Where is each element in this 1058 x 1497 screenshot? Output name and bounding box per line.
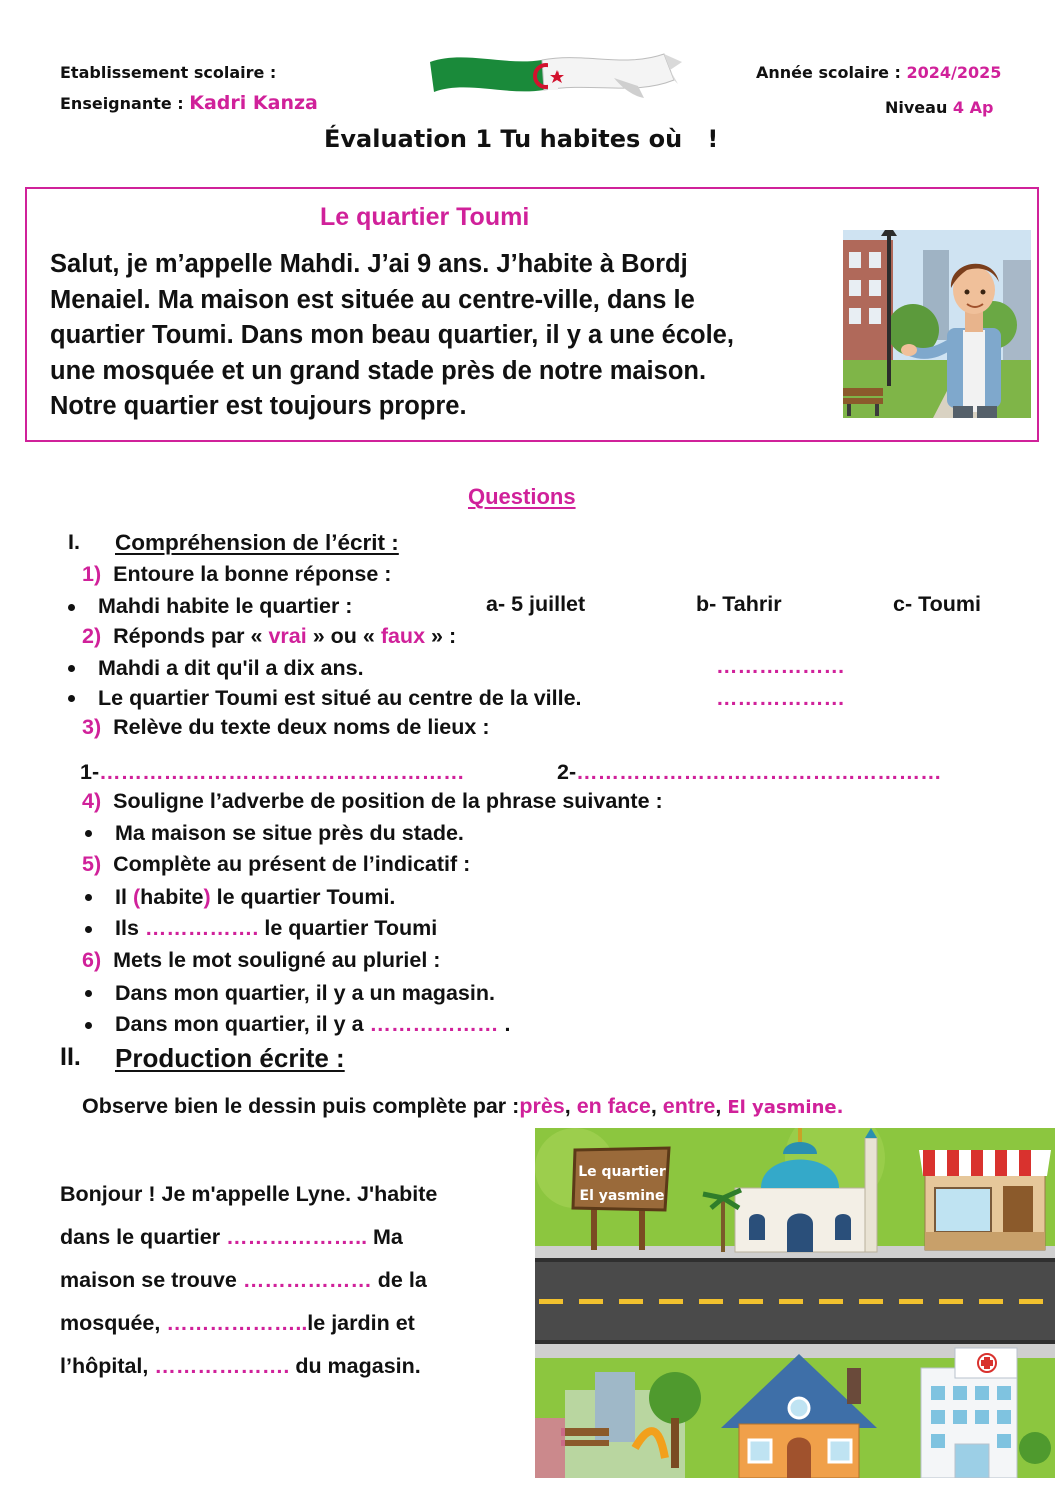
instruction-text: Observe bien le dessin puis complète par : bbox=[82, 1094, 520, 1118]
q5-subject: Ils bbox=[115, 916, 139, 940]
level-line bbox=[885, 98, 993, 117]
section1-title: Compréhension de l’écrit : bbox=[115, 530, 399, 555]
bullet-icon bbox=[85, 1022, 92, 1029]
q4-sentence[interactable]: Ma maison se situe près du stade. bbox=[115, 821, 464, 845]
school-label: Etablissement scolaire : bbox=[60, 63, 277, 82]
q1-item: Mahdi habite le quartier : bbox=[98, 594, 353, 618]
level-value: 4 Ap bbox=[952, 98, 994, 117]
separator: , bbox=[650, 1094, 657, 1118]
lyne-text-part: l’hôpital, bbox=[60, 1354, 155, 1378]
year-value: 2024/2025 bbox=[906, 63, 1002, 82]
section2-instruction bbox=[82, 1094, 843, 1119]
question-text: Mets le mot souligné au pluriel : bbox=[113, 948, 441, 972]
lyne-text-part: Ma bbox=[367, 1225, 403, 1249]
reading-line: Menaiel. Ma maison est située au centre-ville, dans le bbox=[50, 285, 695, 314]
q1-option-b[interactable]: b- Tahrir bbox=[696, 592, 782, 616]
question-5 bbox=[82, 852, 470, 877]
lyne-answer-blank[interactable]: ……………… bbox=[242, 1268, 372, 1292]
question-text: Entoure la bonne réponse : bbox=[113, 562, 392, 586]
question-number: 4) bbox=[82, 789, 102, 813]
teacher-name: Kadri Kanza bbox=[189, 92, 318, 114]
section2-title: Production écrite : bbox=[115, 1043, 345, 1073]
q1-option-c[interactable]: c- Toumi bbox=[893, 592, 981, 616]
question-1 bbox=[82, 562, 391, 587]
reading-line: Notre quartier est toujours propre. bbox=[50, 392, 467, 420]
q2-text-before: Réponds par « bbox=[113, 624, 263, 648]
section2-numeral: II. bbox=[60, 1043, 81, 1071]
lyne-line bbox=[60, 1345, 437, 1388]
lyne-text-part: de la bbox=[371, 1268, 427, 1292]
q5-rest: le quartier Toumi bbox=[264, 916, 438, 940]
q5-subject: Il bbox=[115, 885, 127, 909]
level-label: Niveau bbox=[885, 98, 948, 117]
q1-option-a[interactable]: a- 5 juillet bbox=[486, 592, 586, 616]
lyne-text-part: maison se trouve bbox=[60, 1268, 243, 1292]
q5-item-1 bbox=[115, 885, 395, 910]
q2-item-1: Mahdi a dit qu'il a dix ans. bbox=[98, 656, 364, 680]
lyne-answer-blank[interactable]: ……………….. bbox=[226, 1225, 368, 1249]
bullet-icon bbox=[68, 695, 75, 702]
reading-line: quartier Toumi. Dans mon beau quartier, il y a une école, bbox=[50, 321, 734, 349]
question-text: Souligne l’adverbe de position de la phrase suivante : bbox=[113, 789, 663, 813]
teacher-label: Enseignante : bbox=[60, 94, 184, 113]
lyne-answer-blank[interactable]: ………………. bbox=[154, 1354, 290, 1378]
question-number: 1) bbox=[82, 562, 102, 586]
q3-answer-blank-1[interactable]: …………………………………………… bbox=[99, 760, 465, 784]
page-title: Évaluation 1 Tu habites où ! bbox=[324, 125, 719, 153]
q5-item-2 bbox=[115, 916, 437, 941]
lyne-text-part: Bonjour ! Je m'appelle Lyne. J'habite bbox=[60, 1182, 438, 1206]
lyne-line bbox=[60, 1302, 437, 1345]
reading-line: une mosquée et un grand stade près de notre maison. bbox=[50, 356, 707, 385]
lyne-text-part: dans le quartier bbox=[60, 1225, 227, 1249]
algerian-flag-icon bbox=[424, 40, 686, 106]
bullet-icon bbox=[85, 894, 92, 901]
word-el-yasmine: El yasmine. bbox=[727, 1097, 844, 1118]
q6-item-2 bbox=[115, 1012, 510, 1037]
paren-close: ) bbox=[203, 885, 211, 909]
section1-numeral: I. bbox=[68, 530, 80, 554]
paren-open: ( bbox=[132, 885, 141, 909]
lyne-line bbox=[60, 1216, 437, 1259]
blank-label: 1- bbox=[80, 760, 100, 784]
q6-answer-blank[interactable]: ……………… bbox=[369, 1012, 499, 1036]
word-entre: entre bbox=[662, 1094, 716, 1118]
word-en-face: en face bbox=[576, 1094, 651, 1118]
q2-item-2: Le quartier Toumi est situé au centre de la ville. bbox=[98, 686, 582, 710]
bullet-icon bbox=[68, 665, 75, 672]
separator: , bbox=[564, 1094, 571, 1118]
q3-answer-blank-2[interactable]: …………………………………………… bbox=[576, 760, 942, 784]
lyne-line bbox=[60, 1173, 437, 1216]
lyne-text-part: le jardin et bbox=[307, 1311, 415, 1335]
question-2 bbox=[82, 624, 456, 649]
question-number: 6) bbox=[82, 948, 102, 972]
bullet-icon bbox=[85, 830, 92, 837]
q6-before: Dans mon quartier, il y a bbox=[115, 1012, 364, 1036]
sign-text-line1: Le quartier bbox=[578, 1164, 666, 1180]
q2-answer-blank-2[interactable]: ……………… bbox=[716, 686, 845, 710]
boy-in-park-illustration bbox=[843, 230, 1031, 418]
q5-rest: le quartier Toumi. bbox=[216, 885, 396, 909]
q5-answer-blank[interactable]: ……………. bbox=[144, 916, 259, 940]
word-pres: près bbox=[519, 1094, 565, 1118]
lyne-text-part: du magasin. bbox=[289, 1354, 421, 1378]
question-number: 5) bbox=[82, 852, 102, 876]
year-label: Année scolaire : bbox=[756, 63, 901, 82]
q5-verb: habite bbox=[140, 885, 204, 909]
question-4 bbox=[82, 789, 663, 814]
q2-text-middle: » ou « bbox=[312, 624, 375, 648]
q2-word-faux: faux bbox=[380, 624, 426, 648]
question-text: Relève du texte deux noms de lieux : bbox=[113, 715, 490, 739]
question-number: 3) bbox=[82, 715, 102, 739]
reading-title: Le quartier Toumi bbox=[320, 203, 530, 231]
bullet-icon bbox=[85, 990, 92, 997]
q3-answer-1 bbox=[80, 760, 465, 785]
lyne-line bbox=[60, 1259, 437, 1302]
lyne-text-part: mosquée, bbox=[60, 1311, 167, 1335]
q6-item-1: Dans mon quartier, il y a un magasin. bbox=[115, 981, 495, 1005]
question-text: Complète au présent de l’indicatif : bbox=[113, 852, 471, 876]
neighbourhood-scene bbox=[535, 1128, 1055, 1478]
lyne-text bbox=[60, 1173, 437, 1388]
bullet-icon bbox=[68, 604, 75, 611]
q3-answer-2 bbox=[557, 760, 942, 785]
question-6 bbox=[82, 948, 440, 973]
q6-after: . bbox=[504, 1012, 511, 1036]
q2-word-vrai: vrai bbox=[268, 624, 307, 648]
separator: , bbox=[715, 1094, 722, 1118]
question-number: 2) bbox=[82, 624, 102, 648]
lyne-answer-blank[interactable]: ……………….. bbox=[166, 1311, 308, 1335]
q2-answer-blank-1[interactable]: ……………… bbox=[716, 654, 845, 678]
q2-text-after: » : bbox=[431, 624, 457, 648]
bullet-icon bbox=[85, 926, 92, 933]
blank-label: 2- bbox=[557, 760, 577, 784]
year-line bbox=[756, 63, 1001, 82]
sign-text-line2: El yasmine bbox=[579, 1188, 665, 1204]
questions-heading: Questions bbox=[468, 484, 576, 509]
question-3 bbox=[82, 715, 489, 740]
neighbourhood-drawing bbox=[535, 1128, 1055, 1478]
reading-text bbox=[50, 247, 830, 425]
teacher-line bbox=[60, 92, 318, 114]
reading-line: Salut, je m’appelle Mahdi. J’ai 9 ans. J’habite à Bordj bbox=[50, 250, 688, 278]
